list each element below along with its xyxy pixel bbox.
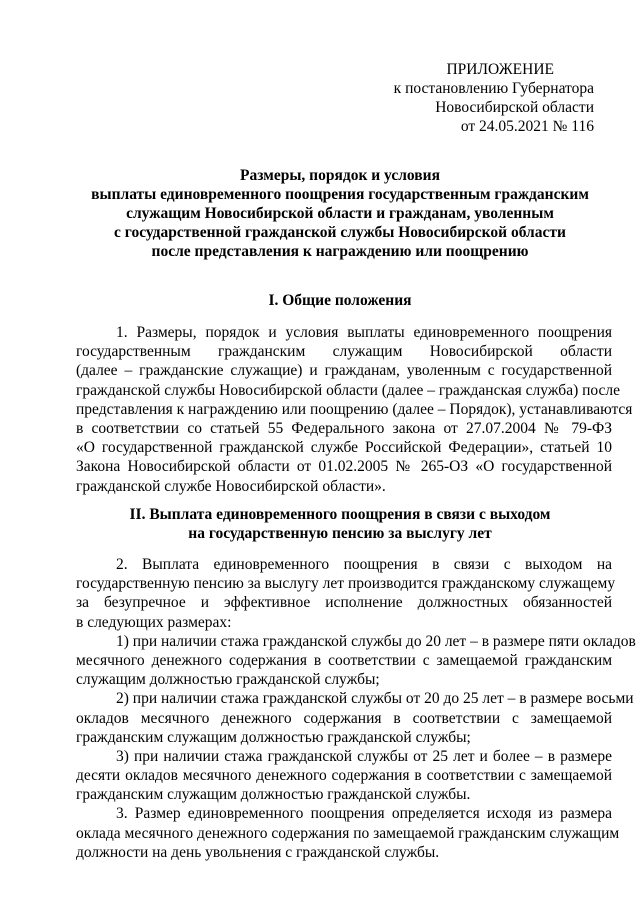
section-2-heading-line: на государственную пенсию за выслугу лет <box>188 525 492 542</box>
appendix-label: ПРИЛОЖЕНИЕ <box>446 61 554 78</box>
paragraph-line: в соответствии со статьей 55 Федерального закона от 27.07.2004 № 79-ФЗ <box>76 419 612 437</box>
paragraph-line: за безупречное и эффективное исполнение должностных обязанностей <box>76 594 612 612</box>
appendix-line: к постановлению Губернатора <box>393 80 594 97</box>
list-item-line: месячного денежного содержания в соответствии с замещаемой гражданским <box>76 651 612 669</box>
paragraph-line: (далее – гражданские служащие) и гражданам, уволенным с государственной <box>76 362 612 380</box>
paragraph-line: гражданской службы Новосибирской области (далее – гражданская служба) после <box>76 381 621 399</box>
paragraph-line: в следующих размерах: <box>76 613 232 631</box>
paragraph-line: «О государственной гражданской службе Российской Федерации», статьей 10 <box>76 439 612 457</box>
section-1-body <box>76 323 633 496</box>
document-title <box>60 166 620 261</box>
paragraph-line: 3. Размер единовременного поощрения определяется исходя из размера <box>116 805 612 823</box>
list-item-line: 2) при наличии стажа гражданской службы от 20 до 25 лет – в размере восьми <box>116 690 634 708</box>
list-item-line: окладов месячного денежного содержания в соответствии с замещаемой <box>76 709 612 727</box>
paragraph-line: государственную пенсию за выслугу лет производится гражданскому служащему <box>76 575 616 593</box>
paragraph-line: 2. Выплата единовременного поощрения в связи с выходом на <box>116 556 612 573</box>
section-2-body <box>76 555 636 862</box>
paragraph-line: должности на день увольнения с гражданской службы. <box>76 843 440 861</box>
list-item-line: 3) при наличии стажа гражданской службы от 25 лет и более – в размере <box>116 747 612 765</box>
paragraph-line: оклада месячного денежного содержания по замещаемой гражданским служащим <box>76 824 620 842</box>
list-item-line: гражданским служащим должностью гражданской службы. <box>76 786 471 804</box>
paragraph-line: представления к награждению или поощрению (далее – Порядок), устанавливаются <box>76 400 633 418</box>
paragraph-line: гражданской службе Новосибирской области». <box>76 477 386 495</box>
appendix-line: Новосибирской области <box>435 99 594 116</box>
paragraph-line: 1. Размеры, порядок и условия выплаты единовременного поощрения <box>116 324 612 341</box>
title-line: служащим Новосибирской области и гражданам, уволенным <box>126 205 554 222</box>
section-2-heading <box>60 505 620 543</box>
section-1-heading <box>60 291 620 310</box>
title-line: после представления к награждению или поощрению <box>151 243 529 260</box>
title-line: с государственной гражданской службы Новосибирской области <box>114 224 566 241</box>
list-item-line: десяти окладов месячного денежного содержания в соответствии с замещаемой <box>76 767 612 785</box>
section-1-heading-text: I. Общие положения <box>268 292 412 309</box>
list-item-line: служащим должностью гражданской службы; <box>76 671 380 689</box>
title-line: Размеры, порядок и условия <box>240 167 440 184</box>
appendix-date-number: от 24.05.2021 № 116 <box>460 118 594 135</box>
section-2-heading-line: II. Выплата единовременного поощрения в связи с выходом <box>129 506 551 523</box>
paragraph-line: государственным гражданским служащим Новосибирской области <box>76 343 612 361</box>
paragraph-line: Закона Новосибирской области от 01.02.2005 № 265-ОЗ «О государственной <box>76 458 612 476</box>
list-item-line: гражданским служащим должностью гражданской службы; <box>76 728 471 746</box>
list-item-line: 1) при наличии стажа гражданской службы до 20 лет – в размере пяти окладов <box>116 632 636 650</box>
appendix-header <box>394 60 594 136</box>
title-line: выплаты единовременного поощрения государственным гражданским <box>91 186 589 203</box>
